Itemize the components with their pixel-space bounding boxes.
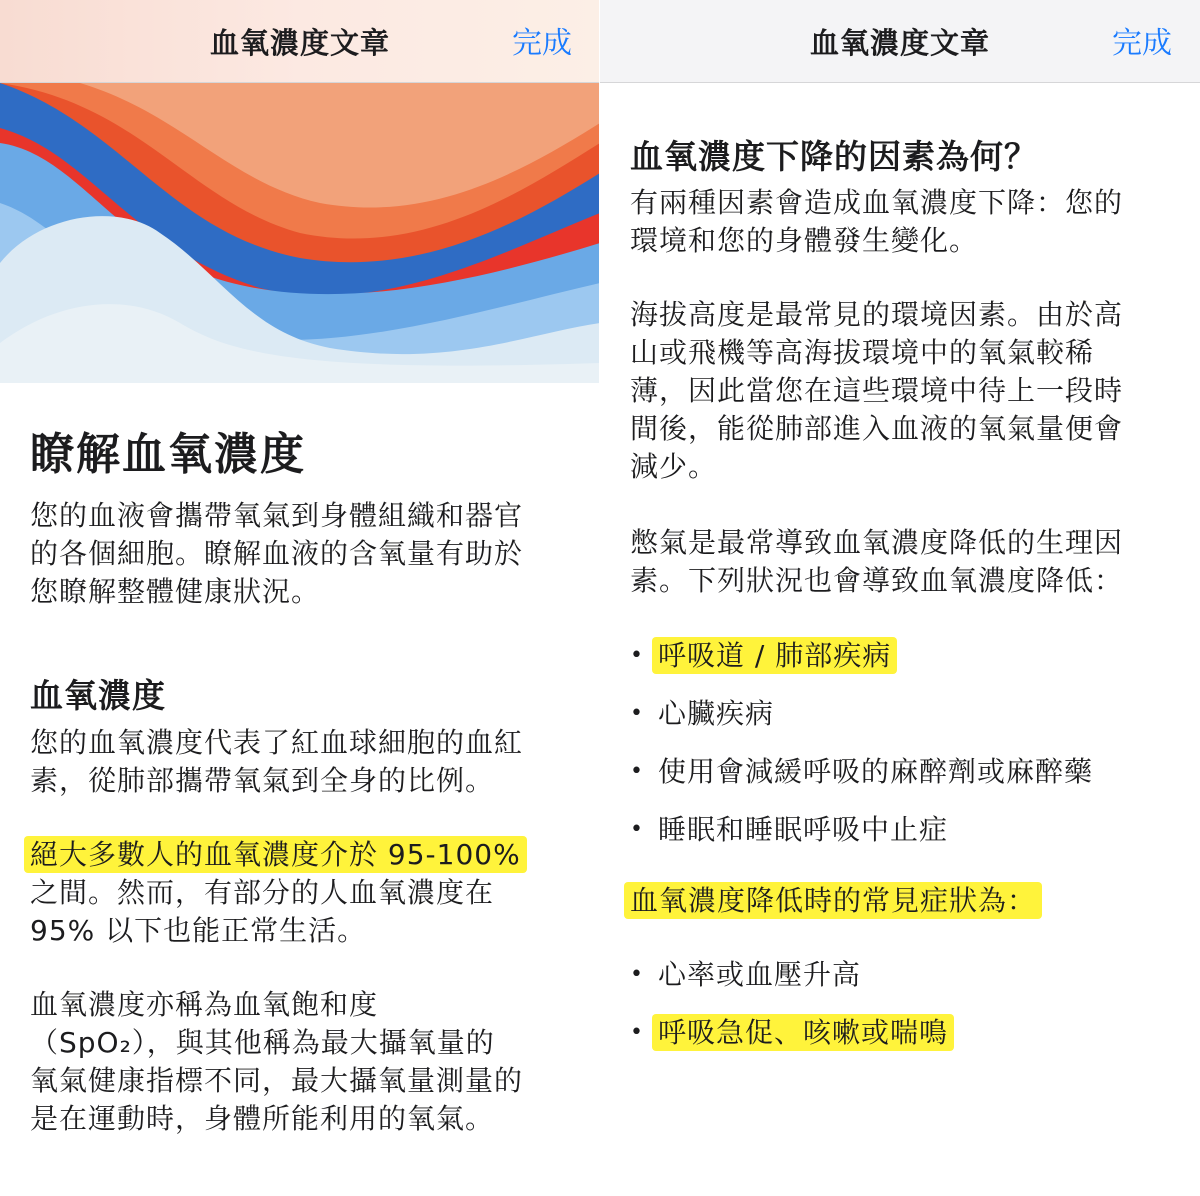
section-paragraph	[30, 724, 575, 800]
spo2-line: 血氧濃度亦稱為血氧飽和度	[30, 988, 379, 1021]
highlight-follow-line: 95% 以下也能正常生活。	[30, 914, 367, 947]
section-heading-wrap	[30, 670, 575, 717]
nav-title: 血氧濃度文章	[209, 25, 390, 60]
highlighted-text: 血氧濃度降低時的常見症狀為：	[624, 882, 1042, 919]
spo2-line: （SpO₂），與其他稱為最大攝氧量的	[30, 1026, 495, 1059]
symptoms-title-wrap	[630, 882, 1175, 920]
para-line: 有兩種因素會造成血氧濃度下降：您的	[630, 186, 1124, 219]
bullet-dot: •	[630, 1020, 644, 1045]
bullet-dot: •	[630, 817, 644, 842]
causes-list	[630, 637, 1175, 869]
para-line: 環境和您的身體發生變化。	[630, 224, 979, 257]
article-panel-right	[600, 0, 1200, 1196]
para-line: 減少。	[630, 450, 718, 483]
intro-line: 您瞭解整體健康狀況。	[30, 575, 321, 608]
symptoms-list-wrap	[630, 956, 1175, 1072]
intro-paragraph	[30, 497, 575, 611]
list-item-text: 使用會減緩呼吸的麻醉劑或麻醉藥	[658, 755, 1094, 788]
spo2-paragraph	[30, 986, 575, 1138]
para-line: 薄，因此當您在這些環境中待上一段時	[630, 374, 1124, 407]
bullet-dot: •	[630, 701, 644, 726]
highlighted-text: 絕大多數人的血氧濃度介於 95-100%	[24, 836, 527, 873]
symptoms-list	[630, 956, 1175, 1072]
navigation-bar	[600, 0, 1200, 83]
spo2-line: 是在運動時，身體所能利用的氧氣。	[30, 1102, 495, 1135]
highlighted-text: 呼吸道 / 肺部疾病	[652, 637, 897, 674]
para-line: 山或飛機等高海拔環境中的氧氣較稀	[630, 336, 1095, 369]
bullet-dot: •	[630, 643, 644, 668]
list-item	[630, 753, 1175, 811]
article-body	[30, 418, 575, 482]
para-line: 間後，能從肺部進入血液的氧氣量便會	[630, 412, 1124, 445]
spo2-line: 氧氣健康指標不同，最大攝氧量測量的	[30, 1064, 524, 1097]
right-heading-wrap	[630, 131, 1175, 178]
list-item	[630, 695, 1175, 753]
list-item-text: 心臟疾病	[658, 697, 775, 730]
para-altitude	[630, 296, 1175, 486]
section-title: 血氧濃度下降的因素為何？	[630, 137, 1038, 176]
para-factors	[630, 184, 1175, 260]
list-item	[630, 637, 1175, 695]
bullet-dot: •	[630, 759, 644, 784]
nav-title: 血氧濃度文章	[809, 25, 990, 60]
list-item-text: 心率或血壓升高	[658, 958, 862, 991]
intro-line: 您的血液會攜帶氧氣到身體組織和器官	[30, 499, 524, 532]
list-item	[630, 956, 1175, 1014]
intro-line: 的各個細胞。瞭解血液的含氧量有助於	[30, 537, 524, 570]
bullet-dot: •	[630, 962, 644, 987]
highlight-follow-line: 之間。然而，有部分的人血氧濃度在	[30, 876, 495, 909]
highlighted-text: 呼吸急促、咳嗽或喘鳴	[652, 1014, 954, 1051]
section-line: 您的血氧濃度代表了紅血球細胞的血紅	[30, 726, 524, 759]
section-title: 血氧濃度	[30, 676, 166, 715]
para-line: 憋氣是最常導致血氧濃度降低的生理因	[630, 526, 1124, 559]
list-item	[630, 1014, 1175, 1072]
done-button[interactable]: 完成	[1112, 26, 1172, 61]
para-line: 素。下列狀況也會導致血氧濃度降低：	[630, 564, 1124, 597]
list-item	[630, 811, 1175, 869]
highlight-paragraph	[30, 836, 575, 950]
para-breath	[630, 524, 1175, 600]
navigation-bar	[0, 0, 600, 83]
list-item-text: 睡眠和睡眠呼吸中止症	[658, 813, 949, 846]
para-line: 海拔高度是最常見的環境因素。由於高	[630, 298, 1124, 331]
done-button[interactable]: 完成	[512, 26, 572, 61]
causes-list-wrap	[630, 637, 1175, 869]
page-title: 瞭解血氧濃度	[30, 429, 306, 480]
section-line: 素，從肺部攜帶氧氣到全身的比例。	[30, 764, 495, 797]
wavy-abstract-art-image	[0, 83, 600, 383]
